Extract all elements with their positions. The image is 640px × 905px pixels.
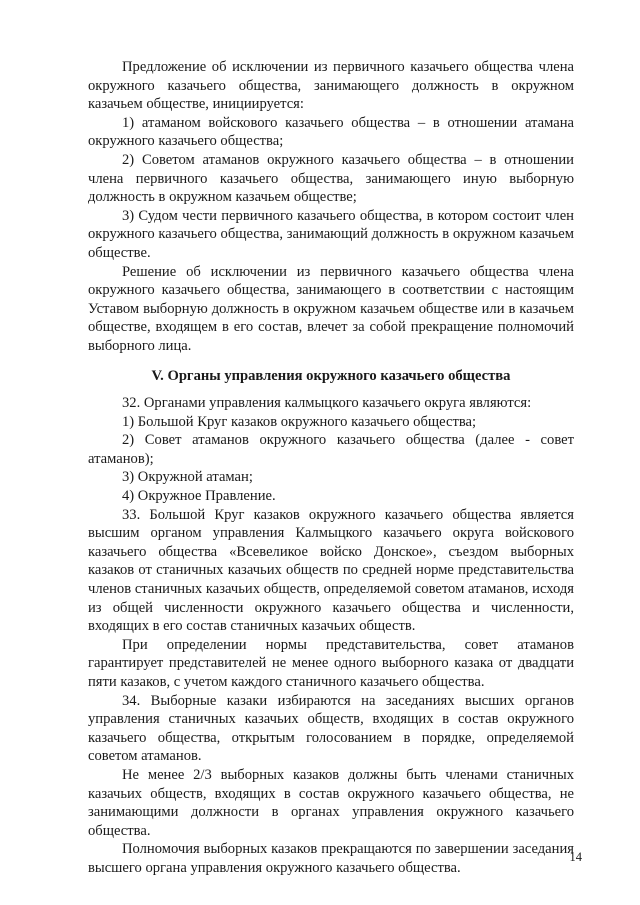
paragraph: Предложение об исключении из первичного казачьего общества члена окружного казачьего общества, занимающего должность в окружном казачьем обществе, инициируется:: [88, 59, 574, 113]
list-item: 2) Совет атаманов окружного казачьего общества (далее - совет атаманов);: [88, 432, 574, 467]
paragraph: 33. Большой Круг казаков окружного казачьего общества является высшим органом управления Калмыцкого казачьего округа войскового казачьего общества «Всевеликое войско Донское», съездом выборных казаков от станичных казачьих обществ по средней норме представительства членов станичных казачьих обществ, определяемой советом атаманов, исходя из общей численности окружного казачьего общества и численности, входящих в его состав станичных казачьих обществ.: [88, 506, 574, 635]
list-item: 1) атаманом войскового казачьего общества – в отношении атамана окружного казачьего общества;: [88, 114, 574, 150]
list-item: 1) Большой Круг казаков окружного казачьего общества;: [122, 413, 477, 430]
paragraph: Полномочия выборных казаков прекращаются по завершении заседания высшего органа управления окружного казачьего общества.: [88, 841, 574, 876]
list-item: 2) Советом атаманов окружного казачьего общества – в отношении члена первичного казачьего общества, занимающего иную выборную должность в окружном казачьем обществе;: [88, 151, 574, 206]
section-heading: V. Органы управления окружного казачьего общества: [151, 367, 511, 384]
list-item: 4) Окружное Правление.: [122, 488, 276, 505]
paragraph: При определении нормы представительства, совет атаманов гарантирует представителей не менее одного выборного казака от двадцати пяти казаков, с учетом каждого станичного казачьего общества.: [88, 636, 574, 690]
document-page: [88, 58, 574, 878]
paragraph: Не менее 2/3 выборных казаков должны быть членами станичных казачьих обществ, входящих в состав окружного казачьего общества, не занимающими должности в органах управления окружного казачьего общества.: [88, 766, 574, 839]
paragraph: 34. Выборные казаки избираются на заседаниях высших органов управления станичных казачьих обществ, входящих в состав окружного казачьего общества, открытым голосованием в порядке, определяемой советом атаманов.: [88, 692, 574, 765]
page-number: 14: [569, 850, 582, 864]
list-item: 3) Судом чести первичного казачьего общества, в котором состоит член окружного казачьего общества, занимающий должность в окружном казачьем обществе.: [88, 207, 574, 261]
paragraph: Решение об исключении из первичного казачьего общества члена окружного казачьего общества, занимающего в соответствии с настоящим Уставом выборную должность в окружном казачьем обществе или в казачьем обществе, входящем в его состав, влечет за собой прекращение полномочий выборного лица.: [88, 263, 574, 354]
list-item: 3) Окружной атаман;: [122, 469, 253, 486]
paragraph: 32. Органами управления калмыцкого казачьего округа являются:: [122, 395, 532, 412]
